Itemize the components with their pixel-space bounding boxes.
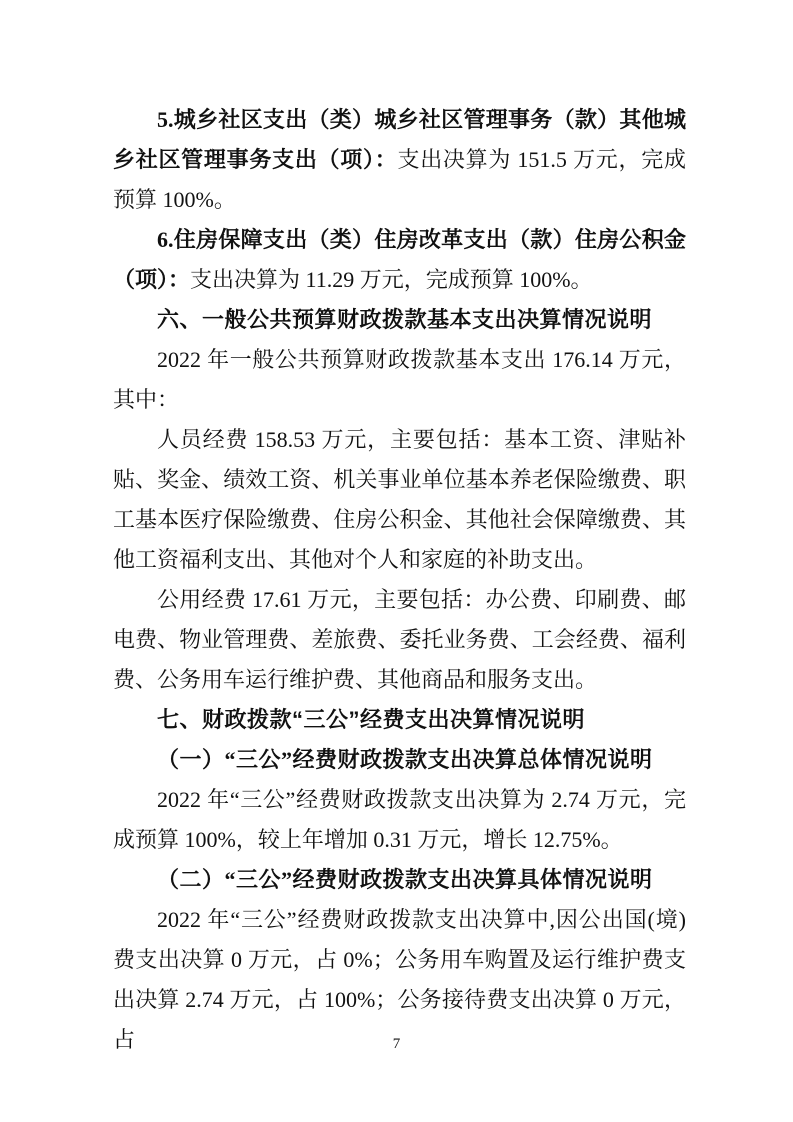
page-number: 7 (392, 1036, 401, 1052)
heading-section-seven-1: （一）“三公”经费财政拨款支出决算总体情况说明 (157, 747, 653, 772)
paragraph-public-funds: 公用经费 17.61 万元，主要包括：办公费、印刷费、邮电费、物业管理费、差旅费、委托业务费、工会经费、福利费、公务用车运行维护费、其他商品和服务支出。 (113, 587, 686, 692)
document-body (113, 100, 686, 1060)
heading-section-six: 六、一般公共预算财政拨款基本支出决算情况说明 (157, 307, 653, 332)
paragraph-basic-expenditure-total: 2022 年一般公共预算财政拨款基本支出 176.14 万元，其中： (113, 347, 686, 412)
section-6-lead: 6.住房保障支出（类）住房改革支出（款）住房公积金（项）： (113, 227, 686, 292)
section-6-text: 支出决算为 11.29 万元，完成预算 100%。 (190, 267, 593, 292)
paragraph-three-public-detail: 2022 年“三公”经费财政拨款支出决算中,因公出国(境)费支出决算 0 万元，占 0%；公务用车购置及运行维护费支出决算 2.74 万元，占 100%；公务接待费支出决算 0 万元，占 (113, 907, 686, 1052)
paragraph-section-6 (113, 220, 686, 300)
heading-section-seven-2: （二）“三公”经费财政拨款支出决算具体情况说明 (157, 867, 653, 892)
paragraph-three-public-overall: 2022 年“三公”经费财政拨款支出决算为 2.74 万元，完成预算 100%，较上年增加 0.31 万元，增长 12.75%。 (113, 787, 686, 852)
section-5-lead: 5.城乡社区支出（类）城乡社区管理事务（款）其他城乡社区管理事务支出（项）： (113, 107, 686, 172)
section-5-text: 支出决算为 151.5 万元，完成预算 100%。 (113, 147, 686, 212)
heading-section-seven: 七、财政拨款“三公”经费支出决算情况说明 (157, 707, 586, 732)
paragraph-personnel-funds: 人员经费 158.53 万元，主要包括：基本工资、津贴补贴、奖金、绩效工资、机关事业单位基本养老保险缴费、职工基本医疗保险缴费、住房公积金、其他社会保障缴费、其他工资福利支出、其他对个人和家庭的补助支出。 (113, 427, 686, 572)
paragraph-section-5 (113, 100, 686, 220)
